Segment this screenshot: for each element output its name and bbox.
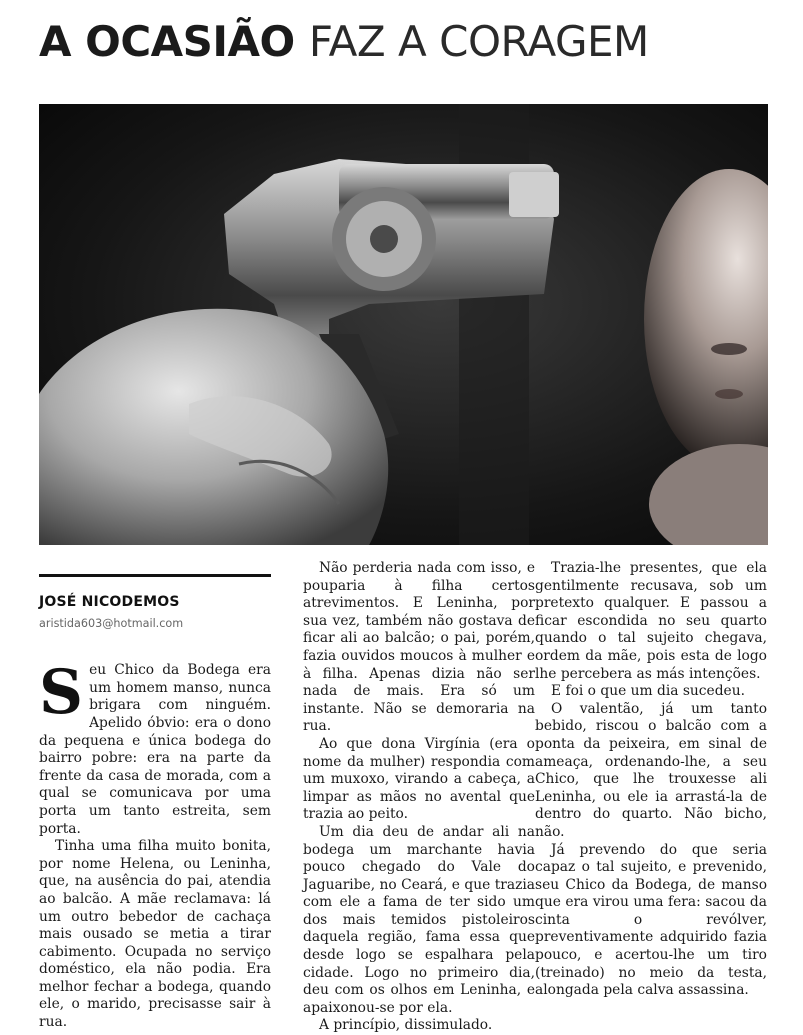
headline-light: FAZ A CORAGEM xyxy=(308,17,649,66)
article-paragraph: E foi o que um dia sucedeu. xyxy=(551,683,745,700)
article-paragraph: A princípio, dissimulado. xyxy=(319,1017,493,1034)
paragraph-text: eu Chico da Bodega era um homem manso, nunca brigara com ninguém. Apelido óbvio: era o dono da pequena e única bodega do bairro pobre: era na parte da frente da casa de morada, com a qual se comunicava por uma porta um tanto estreita, sem porta. xyxy=(39,662,271,837)
article-paragraph: Já prevendo do que seria capaz o tal sujeito, e prevenido, seu Chico da Bodega, de manso que era virou uma fera: sacou da cinta o revólver, preventivamente adquirido fazia pouco, e acertou-lhe um tiro (treinado) no meio da testa, alongada pela calva assassina. xyxy=(535,841,767,999)
article-paragraph: Não perderia nada com isso, e pouparia à filha certos atrevimentos. E Leninha, por sua vez, também não gostava de ficar ali ao balcão; o pai, porém, fazia ouvidos moucos à mulher e à filha. Apenas dizia não ser nada de mais. Era só um instante. Não se demoraria na rua. xyxy=(303,560,535,735)
article-paragraph: Ao que dona Virgínia (era o nome da mulher) respondia com um muxoxo, virando a cabeça, a limpar as mãos no avental que trazia ao peito. xyxy=(303,735,535,823)
headline xyxy=(39,16,649,68)
article-column-1 xyxy=(39,560,271,1032)
headline-bold: A OCASIÃO xyxy=(39,17,295,66)
article-paragraph: O valentão, já um tanto bebido, riscou o balcão com a ponta da peixeira, em sinal de ameaça, ordenando-lhe, a seu Chico, que lhe trouxesse ali Leninha, ou ele ia arrastá-la de dentro do quarto. Não bicho, não. xyxy=(535,700,767,840)
article-column-2 xyxy=(303,560,535,1035)
author-email[interactable]: aristida603@hotmail.com xyxy=(39,616,184,630)
article-paragraph: Um dia deu de andar ali na bodega um marchante havia pouco chegado do Vale do Jaguaribe, no Ceará, e que trazia com ele a fama de ter sido um dos mais temidos pistoleiros daquela região, fama essa que desde logo se espalhara pela cidade. Logo no primeiro dia, deu com os olhos em Leninha, e apaixonou-se por ela. xyxy=(303,823,535,1016)
article-column-3 xyxy=(535,560,767,1000)
author-name: JOSÉ NICODEMOS xyxy=(39,594,180,610)
article-paragraph: Trazia-lhe presentes, que ela gentilmente recusava, sob um pretexto qualquer. E passou a ficar escondida no seu quarto quando o tal sujeito chegava, ordem da mãe, pois esta de logo lhe percebera as más intenções. xyxy=(535,560,767,682)
article-paragraph: Tinha uma filha muito bonita, por nome Helena, ou Leninha, que, na ausência do pai, atendia ao balcão. A mãe reclamava: lá um outro bebedor de cachaça mais ousado se metia a tirar cabimento. Ocupada no serviço doméstico, ela não podia. Era melhor fechar a bodega, quando ele, o marido, precisasse sair à rua. xyxy=(39,838,271,1031)
drop-cap: S xyxy=(39,657,84,729)
byline-rule xyxy=(39,574,271,577)
article-photo xyxy=(39,104,768,545)
photo-illustration xyxy=(39,104,768,545)
article-paragraph xyxy=(39,657,271,838)
